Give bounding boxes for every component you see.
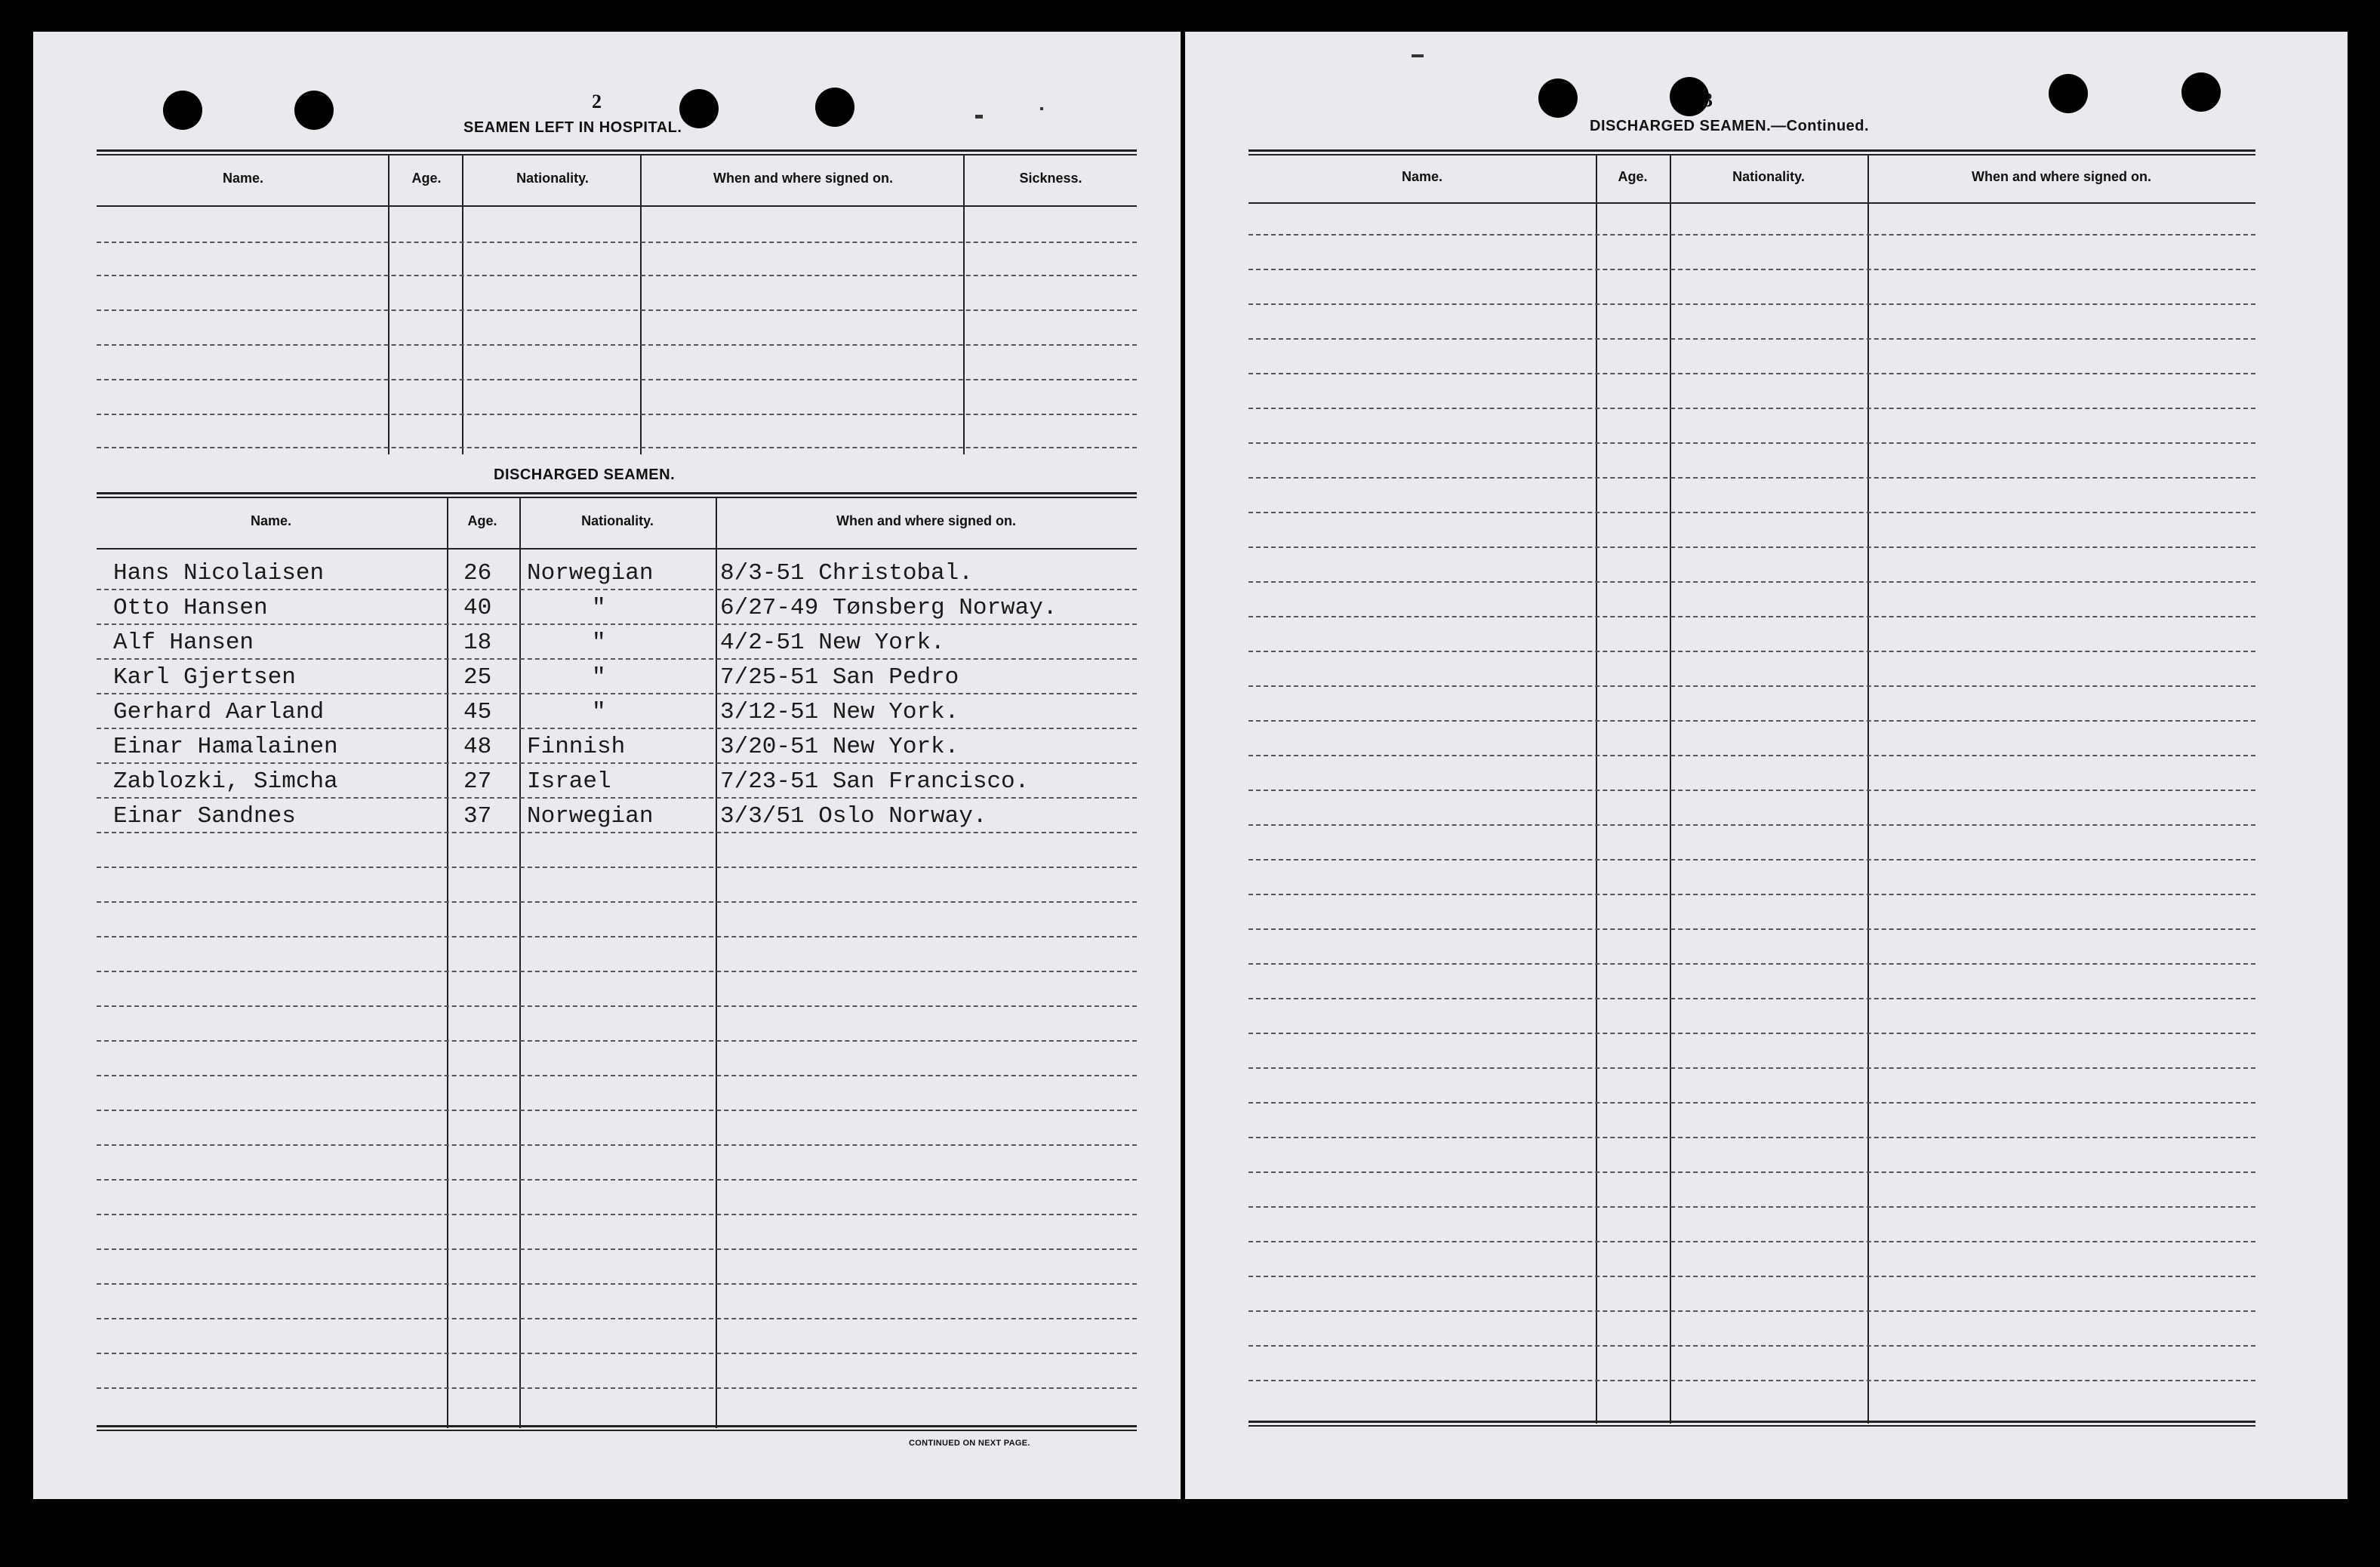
row-line (97, 971, 1137, 972)
row-line (97, 414, 1137, 415)
right-page (1185, 32, 2348, 1499)
seaman-nationality: " (592, 699, 606, 725)
seaman-name: Einar Hamalainen (113, 734, 338, 760)
row-line (97, 797, 1137, 799)
seaman-signed-on: 7/23-51 San Francisco. (720, 768, 1030, 795)
ink-speck (975, 115, 983, 119)
header-rule (1248, 202, 2255, 204)
seaman-age: 27 (463, 768, 492, 795)
row-line (1248, 512, 2255, 513)
row-line (1248, 859, 2255, 860)
row-line (97, 1248, 1137, 1250)
row-line (1248, 408, 2255, 409)
row-line (97, 589, 1137, 590)
row-line (97, 693, 1137, 694)
seaman-age: 48 (463, 734, 492, 760)
row-line (97, 1110, 1137, 1111)
row-line (97, 936, 1137, 937)
seaman-age: 25 (463, 664, 492, 691)
row-line (1248, 755, 2255, 756)
seaman-age: 37 (463, 803, 492, 830)
row-line (1248, 998, 2255, 999)
punch-hole (163, 91, 202, 130)
row-line (97, 1318, 1137, 1319)
row-line (1248, 442, 2255, 444)
column-divider (388, 155, 389, 454)
row-line (1248, 1276, 2255, 1277)
row-line (97, 1179, 1137, 1181)
row-line (97, 623, 1137, 625)
seaman-nationality: Norwegian (527, 803, 654, 830)
row-line (1248, 1380, 2255, 1381)
column-divider (447, 498, 448, 1428)
row-line (1248, 303, 2255, 305)
row-line (1248, 1137, 2255, 1138)
punch-hole (1538, 79, 1578, 118)
seaman-age: 18 (463, 630, 492, 656)
punch-hole (2049, 74, 2088, 113)
row-line (1248, 1241, 2255, 1242)
table-bottom-rule (97, 1425, 1137, 1431)
row-line (1248, 1206, 2255, 1208)
seaman-signed-on: 7/25-51 San Pedro (720, 664, 959, 691)
table-top-rule (97, 149, 1137, 155)
row-line (97, 1353, 1137, 1354)
seaman-name: Zablozki, Simcha (113, 768, 338, 795)
seaman-name: Einar Sandnes (113, 803, 296, 830)
row-line (97, 1075, 1137, 1076)
seaman-nationality: " (592, 664, 606, 691)
row-line (1248, 269, 2255, 270)
seaman-name: Karl Gjertsen (113, 664, 296, 691)
table-top-rule (1248, 149, 2255, 155)
row-line (97, 1214, 1137, 1215)
punch-hole (294, 91, 334, 130)
row-line (97, 344, 1137, 346)
row-line (97, 728, 1137, 729)
row-line (97, 1005, 1137, 1007)
row-line (1248, 581, 2255, 583)
row-line (97, 762, 1137, 764)
row-line (1248, 338, 2255, 340)
row-line (1248, 1345, 2255, 1347)
seaman-nationality: Norwegian (527, 560, 654, 586)
ink-speck (1040, 107, 1043, 110)
row-line (97, 901, 1137, 903)
col-header-sickness: Sickness. (1019, 171, 1082, 186)
row-line (1248, 685, 2255, 687)
table-bottom-rule (1248, 1421, 2255, 1427)
seaman-age: 26 (463, 560, 492, 586)
discharged-section-title: DISCHARGED SEAMEN. (494, 466, 676, 483)
row-line (97, 832, 1137, 833)
row-line (1248, 373, 2255, 374)
col-header-age: Age. (411, 171, 442, 186)
row-line (1248, 824, 2255, 826)
row-line (1248, 963, 2255, 965)
punch-hole (815, 88, 854, 127)
seaman-nationality: " (592, 630, 606, 656)
column-divider (519, 498, 521, 1428)
row-line (1248, 1033, 2255, 1034)
punch-hole (679, 89, 719, 128)
row-line (1248, 477, 2255, 479)
seaman-signed-on: 6/27-49 Tønsberg Norway. (720, 595, 1058, 621)
row-line (97, 658, 1137, 660)
row-line (97, 867, 1137, 868)
row-line (97, 379, 1137, 380)
seaman-nationality: Finnish (527, 734, 626, 760)
seaman-signed-on: 3/3/51 Oslo Norway. (720, 803, 987, 830)
seaman-name: Otto Hansen (113, 595, 268, 621)
row-line (97, 1387, 1137, 1389)
col-header-signed-on: When and where signed on. (1971, 169, 2152, 184)
row-line (1248, 1102, 2255, 1104)
row-line (97, 1040, 1137, 1042)
row-line (1248, 616, 2255, 617)
header-rule (97, 548, 1137, 550)
hospital-section-title: SEAMEN LEFT IN HOSPITAL. (463, 119, 682, 136)
row-line (1248, 720, 2255, 722)
row-line (1248, 1067, 2255, 1069)
col-header-age: Age. (467, 513, 497, 528)
col-header-name: Name. (250, 513, 292, 528)
row-line (1248, 894, 2255, 895)
seaman-signed-on: 3/20-51 New York. (720, 734, 959, 760)
row-line (97, 447, 1137, 448)
row-line (1248, 234, 2255, 236)
seaman-signed-on: 3/12-51 New York. (720, 699, 959, 725)
header-rule (97, 205, 1137, 207)
page-number: 2 (592, 91, 602, 112)
seaman-signed-on: 8/3-51 Christobal. (720, 560, 973, 586)
row-line (1248, 651, 2255, 652)
seaman-name: Gerhard Aarland (113, 699, 325, 725)
ink-speck (1412, 54, 1424, 57)
seaman-nationality: Israel (527, 768, 611, 795)
seaman-nationality: " (592, 595, 606, 621)
row-line (97, 1144, 1137, 1146)
seaman-name: Hans Nicolaisen (113, 560, 325, 586)
row-line (1248, 546, 2255, 548)
column-divider (963, 155, 965, 454)
seaman-age: 45 (463, 699, 492, 725)
row-line (1248, 1171, 2255, 1173)
col-header-name: Name. (1401, 169, 1443, 184)
row-line (97, 309, 1137, 311)
table-top-rule (97, 492, 1137, 498)
row-line (97, 242, 1137, 243)
col-header-name: Name. (222, 171, 264, 186)
seaman-signed-on: 4/2-51 New York. (720, 630, 945, 656)
left-page (33, 32, 1181, 1499)
row-line (1248, 790, 2255, 791)
col-header-signed-on: When and where signed on. (713, 171, 894, 186)
page-number: 3 (1703, 89, 1713, 111)
row-line (97, 1283, 1137, 1285)
col-header-nationality: Nationality. (516, 171, 589, 186)
column-divider (462, 155, 463, 454)
row-line (1248, 928, 2255, 930)
seaman-name: Alf Hansen (113, 630, 254, 656)
column-divider (716, 498, 717, 1428)
continued-note: CONTINUED ON NEXT PAGE. (909, 1439, 1030, 1448)
col-header-age: Age. (1618, 169, 1648, 184)
punch-hole (2181, 72, 2221, 112)
column-divider (640, 155, 642, 454)
row-line (97, 275, 1137, 276)
col-header-signed-on: When and where signed on. (836, 513, 1017, 528)
col-header-nationality: Nationality. (1732, 169, 1805, 184)
row-line (1248, 1310, 2255, 1312)
seaman-age: 40 (463, 595, 492, 621)
col-header-nationality: Nationality. (581, 513, 654, 528)
discharged-continued-title: DISCHARGED SEAMEN.—Continued. (1590, 118, 1870, 134)
